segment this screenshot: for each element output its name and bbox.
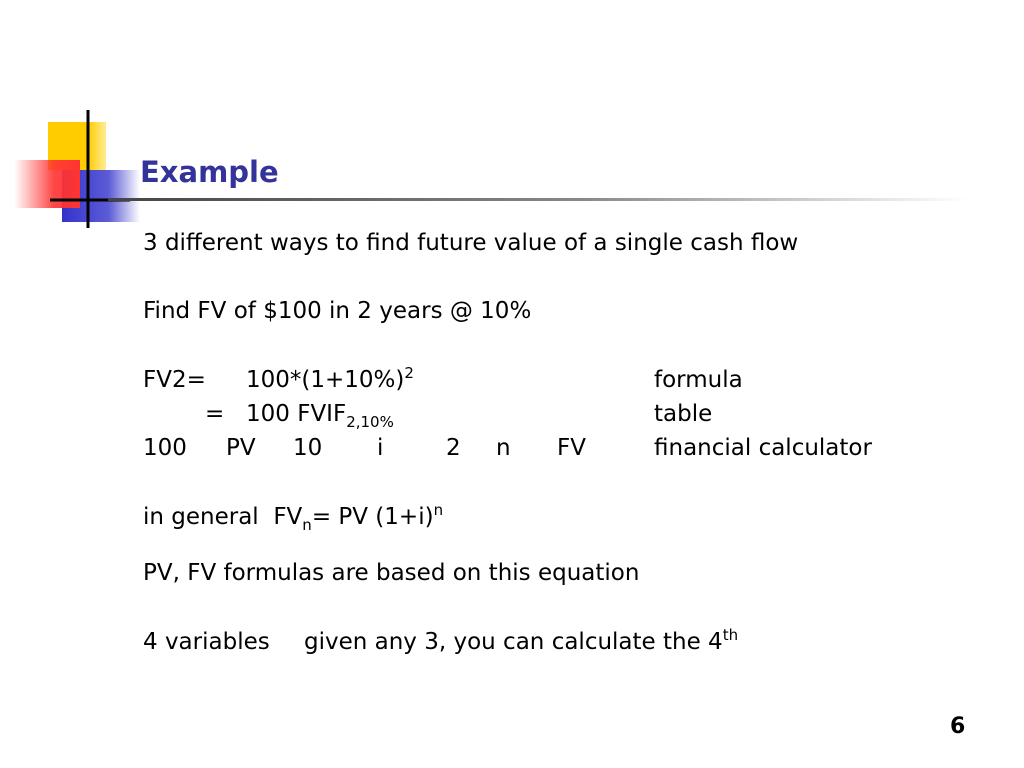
formula-expression-base: 100*(1+10%) [246, 367, 405, 393]
calc-key: n [496, 435, 511, 461]
formula-expression [246, 365, 414, 395]
general-exponent: n [433, 501, 444, 519]
calc-key: 100 [143, 435, 187, 461]
variables-lead: 4 variables [143, 629, 270, 655]
problem-text: Find FV of $100 in 2 years @ 10% [143, 298, 532, 324]
general-prefix: in general FV [143, 504, 303, 530]
method-formula: formula [654, 367, 743, 393]
calc-key: 2 [446, 435, 461, 461]
calc-key: FV [557, 435, 586, 461]
slide-title: Example [140, 155, 279, 189]
basis-text: PV, FV formulas are based on this equation [143, 560, 640, 586]
variables-text-base: given any 3, you can calculate the 4 [304, 629, 723, 655]
table-lhs: = [205, 401, 225, 427]
title-underline [108, 198, 968, 201]
general-rest: = PV (1+i) [311, 504, 434, 530]
variables-text [304, 627, 738, 657]
general-subscript: n [302, 516, 312, 534]
table-expression [246, 399, 394, 429]
table-expression-base: 100 FVIF [246, 401, 347, 427]
table-subscript: 2,10% [346, 413, 394, 431]
general-equation [143, 502, 443, 532]
formula-exponent: 2 [404, 364, 414, 382]
calc-key: i [377, 435, 384, 461]
calc-key: 10 [293, 435, 323, 461]
page-number: 6 [950, 714, 966, 739]
intro-text: 3 different ways to find future value of a single cash flow [143, 230, 799, 256]
variables-superscript: th [722, 626, 739, 644]
method-table: table [654, 401, 713, 427]
calc-key: PV [226, 435, 256, 461]
method-calculator: financial calculator [654, 435, 872, 461]
formula-lhs: FV2= [143, 367, 206, 393]
